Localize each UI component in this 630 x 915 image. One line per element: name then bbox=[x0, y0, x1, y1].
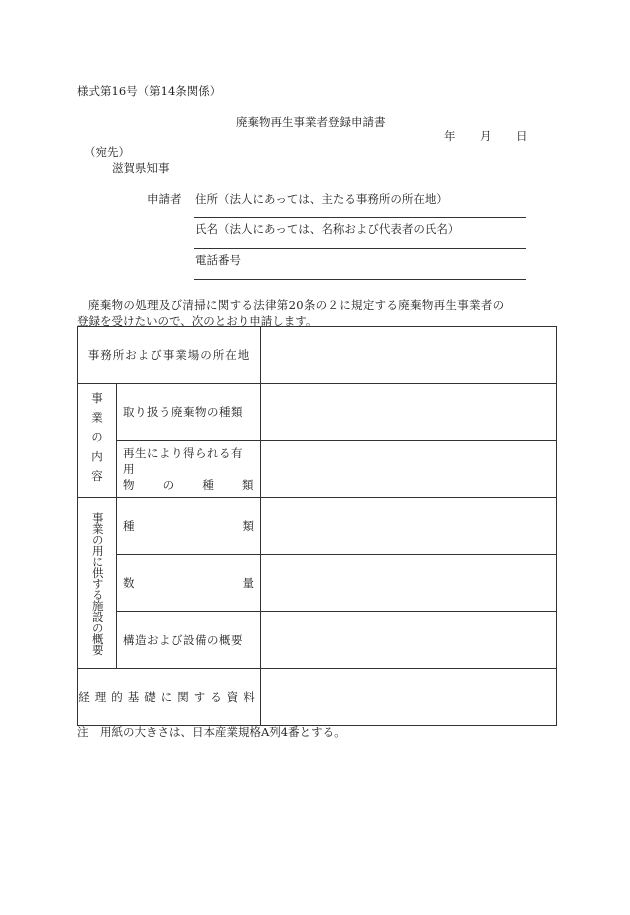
facility-type-char: 類 bbox=[242, 519, 254, 533]
addressee-prefix: （宛先） bbox=[84, 145, 130, 159]
statement-line2: 登録を受けたいので、次のとおり申請します。 bbox=[77, 314, 318, 328]
facility-type-field[interactable] bbox=[261, 498, 557, 555]
table-row bbox=[78, 669, 557, 726]
table-row bbox=[78, 555, 557, 612]
applicant-phone-label: 電話番号 bbox=[195, 253, 241, 267]
table-row bbox=[78, 498, 557, 555]
date-day: 日 bbox=[516, 129, 528, 143]
date-month: 月 bbox=[480, 129, 492, 143]
address-underline bbox=[194, 217, 526, 218]
facility-type-cell bbox=[117, 498, 261, 555]
date-year: 年 bbox=[444, 129, 456, 143]
business-content-label: 事業の内容 bbox=[90, 391, 104, 490]
applicant-address-label: 住所（法人にあっては、主たる事務所の所在地） bbox=[195, 192, 448, 206]
useful-product-char: 物 bbox=[123, 478, 135, 492]
page-title: 廃棄物再生事業者登録申請書 bbox=[236, 115, 386, 129]
business-content-cell bbox=[78, 384, 117, 498]
useful-product-char: の bbox=[162, 478, 175, 492]
facility-overview-label: 事業の用に供する施設の概要 bbox=[90, 511, 105, 655]
useful-product-char: 種 bbox=[202, 478, 215, 492]
financial-basis-label: 経理的基礎に関する資料 bbox=[78, 669, 261, 726]
structure-equipment-label: 構造および設備の概要 bbox=[117, 612, 261, 669]
name-underline bbox=[194, 248, 526, 249]
financial-basis-field[interactable] bbox=[261, 669, 557, 726]
facility-quantity-char: 量 bbox=[242, 576, 254, 590]
useful-product-char: 類 bbox=[241, 478, 254, 492]
facility-quantity-char: 数 bbox=[123, 576, 135, 590]
facility-type-char: 種 bbox=[123, 519, 135, 533]
waste-type-label: 取り扱う廃棄物の種類 bbox=[117, 384, 261, 441]
table-row bbox=[78, 612, 557, 669]
facility-quantity-field[interactable] bbox=[261, 555, 557, 612]
addressee-name: 滋賀県知事 bbox=[112, 161, 170, 175]
useful-product-cell bbox=[117, 441, 261, 498]
application-table bbox=[77, 326, 557, 726]
paper-size-note: 注 用紙の大きさは、日本産業規格A列4番とする。 bbox=[77, 725, 346, 739]
location-field[interactable] bbox=[261, 327, 557, 384]
applicant-name-label: 氏名（法人にあっては、名称および代表者の氏名） bbox=[195, 222, 460, 236]
form-number: 様式第16号（第14条関係） bbox=[77, 84, 222, 98]
structure-equipment-field[interactable] bbox=[261, 612, 557, 669]
facility-quantity-cell bbox=[117, 555, 261, 612]
useful-product-field[interactable] bbox=[261, 441, 557, 498]
table-row bbox=[78, 327, 557, 384]
facility-overview-cell bbox=[78, 498, 117, 669]
table-row bbox=[78, 441, 557, 498]
applicant-label: 申請者 bbox=[147, 192, 182, 206]
location-label: 事務所および事業場の所在地 bbox=[78, 327, 261, 384]
useful-product-label-line1: 再生により得られる有用 bbox=[123, 446, 243, 476]
phone-underline bbox=[194, 279, 526, 280]
statement-line1: 廃棄物の処理及び清掃に関する法律第20条の２に規定する廃棄物再生事業者の bbox=[88, 298, 505, 312]
waste-type-field[interactable] bbox=[261, 384, 557, 441]
table-row bbox=[78, 384, 557, 441]
